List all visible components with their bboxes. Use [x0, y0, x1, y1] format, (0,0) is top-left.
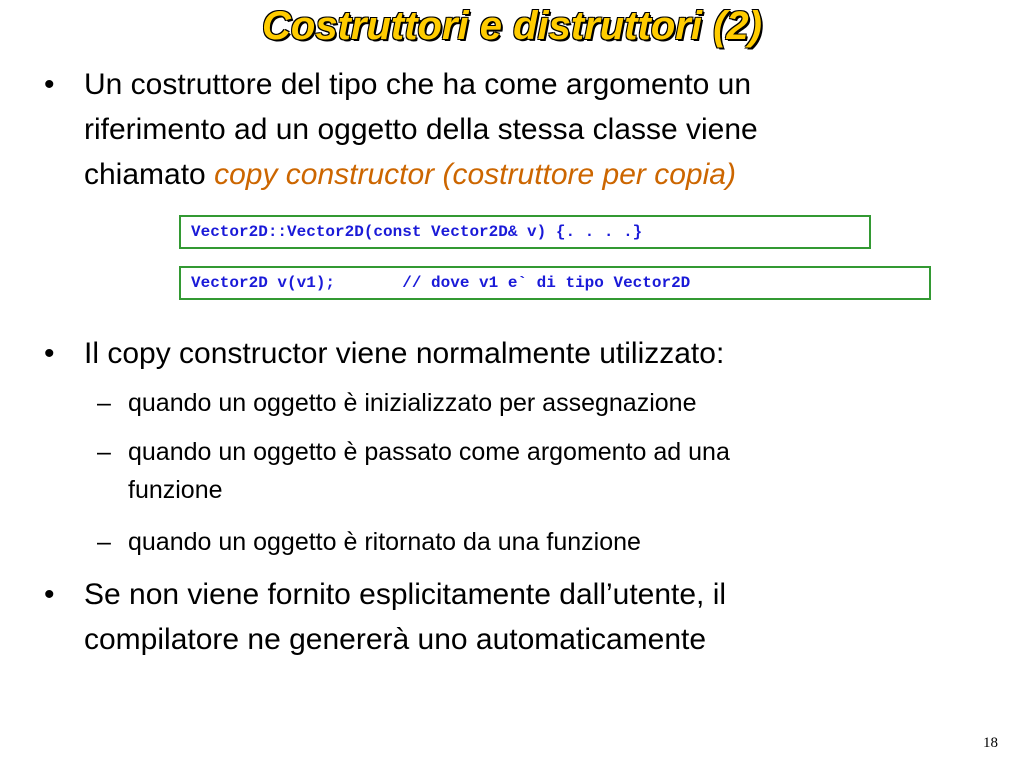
- code-box-copy-constructor-usage: Vector2D v(v1); // dove v1 e` di tipo Vector2D: [179, 266, 931, 300]
- bullet-marker: •: [44, 337, 55, 370]
- bullet-line-prefix: chiamato: [84, 158, 215, 191]
- bullet-marker: •: [44, 68, 55, 101]
- bullet-line: [84, 152, 994, 197]
- bullet-line: compilatore ne genererà uno automaticamente: [84, 623, 707, 656]
- bullet-marker: •: [44, 578, 55, 611]
- sub-bullet-initialization: [97, 384, 977, 422]
- sub-bullet-passed-as-argument: [97, 433, 977, 509]
- bullet-text: [84, 572, 994, 662]
- page-number: 18: [983, 735, 998, 751]
- sub-bullet-returned: [97, 523, 977, 561]
- sub-bullet-text: quando un oggetto è ritornato da una funzione: [128, 528, 641, 556]
- code-box-copy-constructor-signature: Vector2D::Vector2D(const Vector2D& v) {. . . .}: [179, 215, 871, 249]
- sub-bullet-marker: –: [97, 438, 111, 466]
- slide-title: Costruttori e distruttori (2): [262, 4, 762, 48]
- sub-bullet-marker: –: [97, 528, 111, 556]
- bullet-copy-constructor-usage: [44, 331, 994, 376]
- bullet-text: Il copy constructor viene normalmente utilizzato:: [84, 337, 725, 370]
- sub-bullet-text: [128, 433, 977, 509]
- sub-bullet-line: quando un oggetto è passato come argomento ad una: [128, 438, 730, 466]
- sub-bullet-marker: –: [97, 389, 111, 417]
- bullet-automatic-generation: [44, 572, 994, 662]
- bullet-line: Se non viene fornito esplicitamente dall’utente, il: [84, 578, 727, 611]
- sub-bullet-text: quando un oggetto è inizializzato per assegnazione: [128, 389, 697, 417]
- sub-bullet-line: funzione: [128, 476, 223, 504]
- bullet-copy-constructor-definition: [44, 62, 994, 202]
- copy-constructor-emphasis: copy constructor (costruttore per copia): [214, 158, 736, 191]
- bullet-line: Un costruttore del tipo che ha come argomento un: [84, 68, 752, 101]
- bullet-line: riferimento ad un oggetto della stessa classe viene: [84, 113, 758, 146]
- bullet-text: [84, 62, 994, 197]
